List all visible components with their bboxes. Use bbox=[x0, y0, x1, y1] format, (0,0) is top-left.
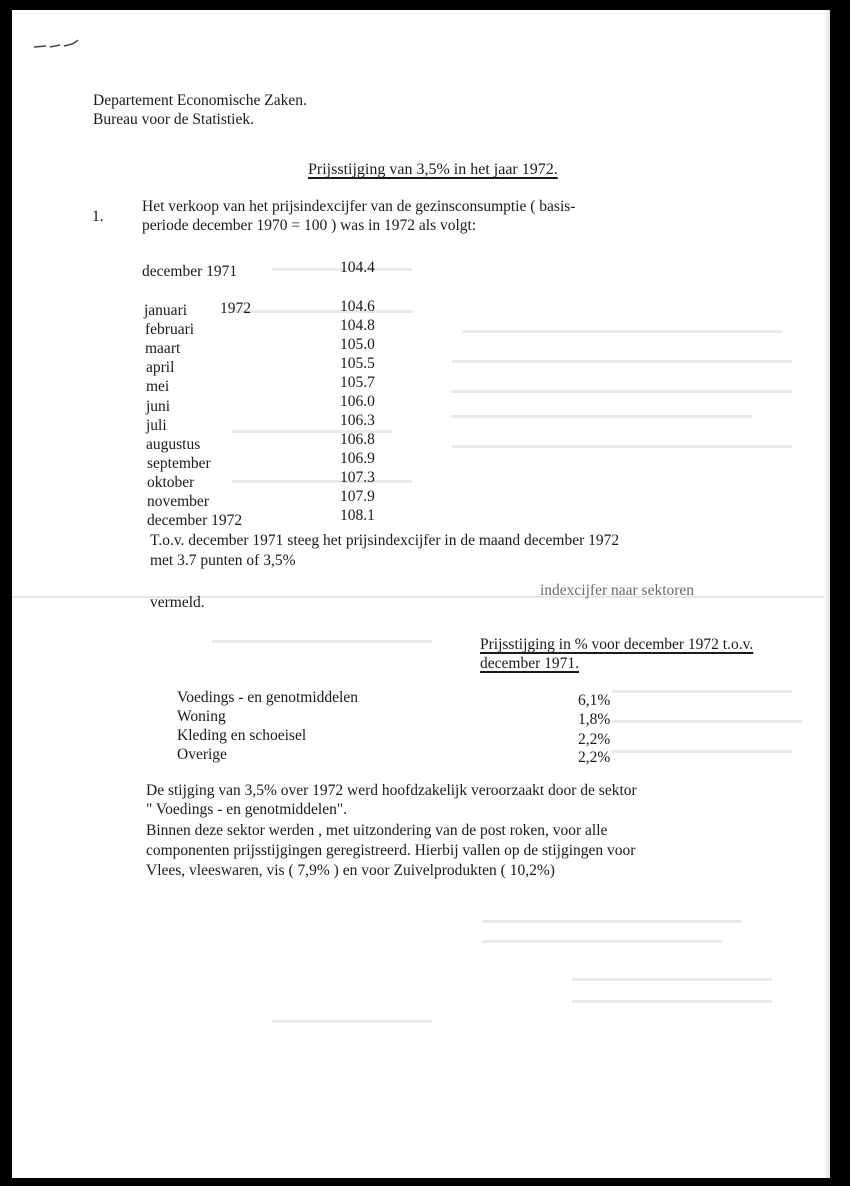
month-label: april bbox=[146, 359, 175, 376]
sector-value: 1,8% bbox=[578, 711, 611, 728]
paper-fold bbox=[12, 596, 830, 598]
month-label: januari bbox=[144, 302, 188, 319]
bleed-line bbox=[462, 330, 782, 333]
paper-edge bbox=[824, 10, 830, 1178]
conclusion-line2: " Voedings - en genotmiddelen". bbox=[146, 801, 348, 818]
sector-label: Woning bbox=[177, 708, 226, 725]
bleed-line bbox=[272, 1020, 432, 1023]
bleed-line bbox=[612, 690, 792, 693]
sector-label: Voedings - en genotmiddelen bbox=[177, 689, 358, 706]
bleed-line bbox=[612, 720, 802, 723]
sector-value: 6,1% bbox=[578, 692, 611, 709]
month-label: maart bbox=[145, 340, 181, 357]
bleed-text: indexcijfer naar sektoren bbox=[540, 582, 695, 599]
sector-label: Kleding en schoeisel bbox=[177, 727, 307, 744]
summary-line1: T.o.v. december 1971 steeg het prijsindexcijfer in de maand december 1972 bbox=[150, 532, 620, 549]
sector-value: 2,2% bbox=[578, 731, 611, 748]
index-value: 107.3 bbox=[340, 469, 375, 486]
month-label: februari bbox=[145, 321, 195, 338]
index-value: 106.0 bbox=[340, 393, 375, 410]
summary-line2: met 3.7 punten of 3,5% bbox=[150, 552, 296, 569]
document-page bbox=[12, 10, 830, 1178]
bleed-line bbox=[482, 940, 722, 943]
document-title: Prijsstijging van 3,5% in het jaar 1972. bbox=[308, 161, 558, 178]
bleed-line bbox=[482, 920, 742, 923]
index-value: 105.5 bbox=[340, 355, 375, 372]
index-value: 107.9 bbox=[340, 488, 375, 505]
pen-mark bbox=[32, 38, 82, 52]
month-label: augustus bbox=[146, 436, 201, 453]
conclusion-line3: Binnen deze sektor werden , met uitzondering van de post roken, voor alle bbox=[146, 822, 608, 839]
conclusion-line1: De stijging van 3,5% over 1972 werd hoofdzakelijk veroorzaakt door de sektor bbox=[146, 782, 637, 799]
base-month: december 1971 bbox=[142, 263, 238, 280]
index-value: 104.8 bbox=[340, 317, 375, 334]
index-value: 105.0 bbox=[340, 336, 375, 353]
month-label: november bbox=[147, 493, 209, 510]
index-value: 106.9 bbox=[340, 450, 375, 467]
month-label: mei bbox=[146, 378, 170, 395]
index-value: 104.6 bbox=[340, 298, 375, 315]
bleed-line bbox=[452, 415, 752, 418]
index-value: 106.3 bbox=[340, 412, 375, 429]
index-value: 106.8 bbox=[340, 431, 375, 448]
bleed-line bbox=[612, 750, 792, 753]
sector-label: Overige bbox=[177, 746, 227, 763]
bleed-line bbox=[452, 360, 792, 363]
sector-value: 2,2% bbox=[578, 749, 611, 766]
month-label: juni bbox=[146, 398, 171, 415]
bleed-line bbox=[232, 310, 412, 313]
month-label: juli bbox=[146, 417, 167, 434]
base-value: 104.4 bbox=[340, 259, 375, 276]
index-value: 105.7 bbox=[340, 374, 375, 391]
year-label: 1972 bbox=[220, 300, 251, 317]
conclusion-line5: Vlees, vleeswaren, vis ( 7,9% ) en voor Zuivelprodukten ( 10,2%) bbox=[146, 862, 555, 879]
bleed-line bbox=[572, 1000, 772, 1003]
vermeld-line: vermeld. bbox=[150, 594, 205, 611]
department-line: Departement Economische Zaken. bbox=[93, 92, 307, 109]
bleed-line bbox=[572, 978, 772, 981]
section-number: 1. bbox=[92, 208, 104, 225]
conclusion-line4: componenten prijsstijgingen geregistreerd. Hierbij vallen op de stijgingen voor bbox=[146, 842, 636, 859]
section-intro-line1: Het verkoop van het prijsindexcijfer van de gezinsconsumptie ( basis- bbox=[142, 198, 576, 215]
sector-table-header-line2: december 1971. bbox=[480, 655, 579, 672]
bleed-line bbox=[452, 445, 792, 448]
month-label: december 1972 bbox=[147, 512, 243, 529]
sector-table-header-line1: Prijsstijging in % voor december 1972 t.o.v. bbox=[480, 636, 754, 653]
bleed-line bbox=[452, 390, 792, 393]
bureau-line: Bureau voor de Statistiek. bbox=[93, 111, 254, 128]
index-value: 108.1 bbox=[340, 507, 375, 524]
bleed-line bbox=[212, 640, 432, 643]
month-label: september bbox=[147, 455, 211, 472]
month-label: oktober bbox=[147, 474, 195, 491]
bleed-line bbox=[232, 480, 412, 483]
section-intro-line2: periode december 1970 = 100 ) was in 1972 als volgt: bbox=[142, 217, 477, 234]
